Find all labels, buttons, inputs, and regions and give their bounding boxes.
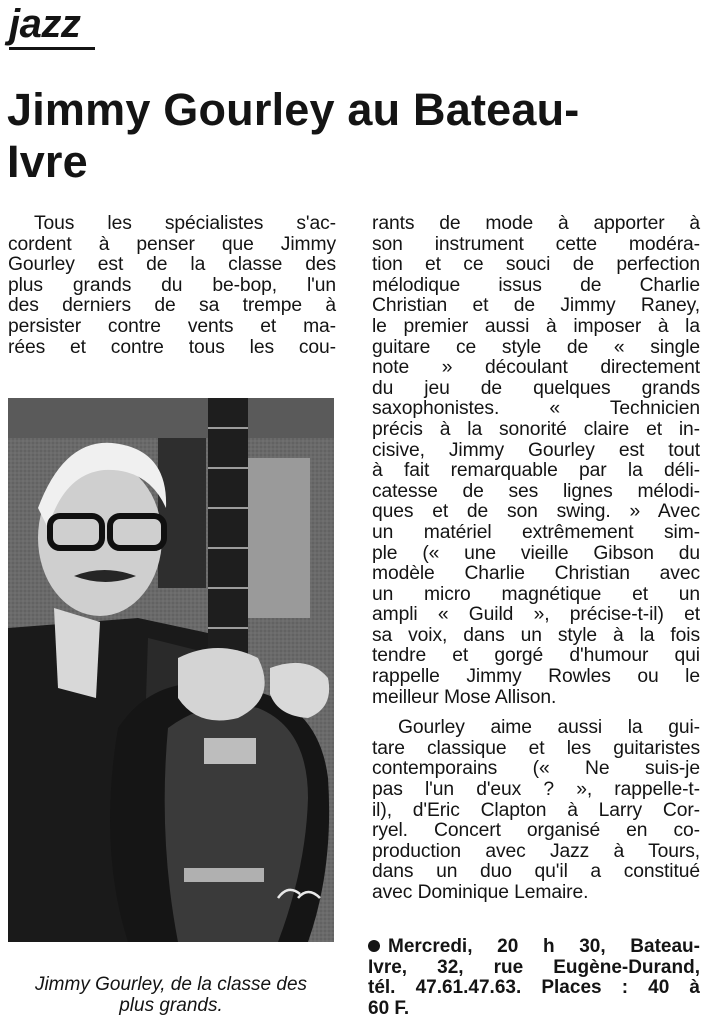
article-line: Christian et de Jimmy Raney, (372, 295, 700, 317)
bullet-icon (368, 940, 380, 952)
article-line: ampli « Guild », précise-t-il) et (372, 604, 700, 626)
article-column-left (8, 214, 336, 358)
article-line: ple (« une vieille Gibson du (372, 542, 700, 564)
article-line: tare classique et les guitaristes (372, 737, 700, 759)
event-info-line: Ivre, 32, rue Eugène-Durand, (368, 956, 700, 978)
article-line: rées et contre tous les cou- (8, 336, 336, 358)
article-line: ryel. Concert organisé en co- (372, 820, 700, 842)
event-info-line: 60 F. (368, 997, 410, 1019)
headline-line: Jimmy Gourley au Bateau- (7, 84, 580, 135)
rubric-underline (9, 47, 95, 50)
article-column-right (372, 214, 700, 904)
article-line: contemporains (« Ne suis-je (372, 758, 700, 780)
article-line: Gourley aime aussi la gui- (398, 717, 700, 739)
caption-line: Jimmy Gourley, de la classe des (34, 974, 308, 995)
article-line: persister contre vents et ma- (8, 315, 336, 337)
article-line: Tous les spécialistes s'ac- (34, 213, 336, 234)
article-line: meilleur Mose Allison. (372, 686, 557, 708)
article-line: guitare ce style de « single (372, 336, 700, 358)
article-line: avec Dominique Lemaire. (372, 882, 589, 903)
article-line: cordent à penser que Jimmy (8, 233, 336, 255)
article-line: Gourley est de la classe des (8, 254, 336, 276)
article-line: rants de mode à apporter à (372, 213, 700, 234)
article-line: cisive, Jimmy Gourley est tout (372, 439, 700, 461)
article-line: mélodique issus de Charlie (372, 274, 700, 296)
article-line: modèle Charlie Christian avec (372, 563, 700, 585)
article-line: tion et ce souci de perfection (372, 254, 700, 276)
article-line: tendre et gorgé d'humour qui (372, 645, 700, 667)
event-info (368, 937, 700, 1019)
article-line: à fait remarquable par la déli- (372, 460, 700, 482)
article-line: saxophonistes. « Technicien (372, 398, 700, 420)
section-rubric: jazz (9, 2, 81, 46)
caption-line: plus grands. (119, 995, 223, 1016)
photo-caption (4, 974, 338, 1016)
article-line: son instrument cette modéra- (372, 233, 700, 255)
article-line: des derniers de sa trempe à (8, 295, 336, 317)
article-line: plus grands du be-bop, l'un (8, 274, 336, 296)
article-line: rappelle Jimmy Rowles ou le (372, 666, 700, 688)
headline (7, 84, 707, 188)
article-line: pas l'un d'eux ? », rappelle-t- (372, 779, 700, 801)
event-info-line: tél. 47.61.47.63. Places : 40 à (368, 977, 700, 999)
article-line: note » découlant directement (372, 357, 700, 379)
article-line: le premier aussi à imposer à la (372, 315, 700, 337)
article-line: un micro magnétique et un (372, 583, 700, 605)
article-line: dans un duo qu'il a constitué (372, 861, 700, 883)
article-line: il), d'Eric Clapton à Larry Cor- (372, 799, 700, 821)
article-line: sa voix, dans un style à la fois (372, 624, 700, 646)
photo-jimmy-gourley (8, 398, 334, 942)
article-line: du jeu de quelques grands (372, 377, 700, 399)
headline-line: Ivre (7, 136, 88, 187)
article-line: précis à la sonorité claire et in- (372, 418, 700, 440)
article-line: ques et de son swing. » Avec (372, 501, 700, 523)
article-line: production avec Jazz à Tours, (372, 840, 700, 862)
event-info-line: Mercredi, 20 h 30, Bateau- (388, 936, 700, 957)
article-line: un matériel extrêmement sim- (372, 521, 700, 543)
article-line: catesse de ses lignes mélodi- (372, 480, 700, 502)
